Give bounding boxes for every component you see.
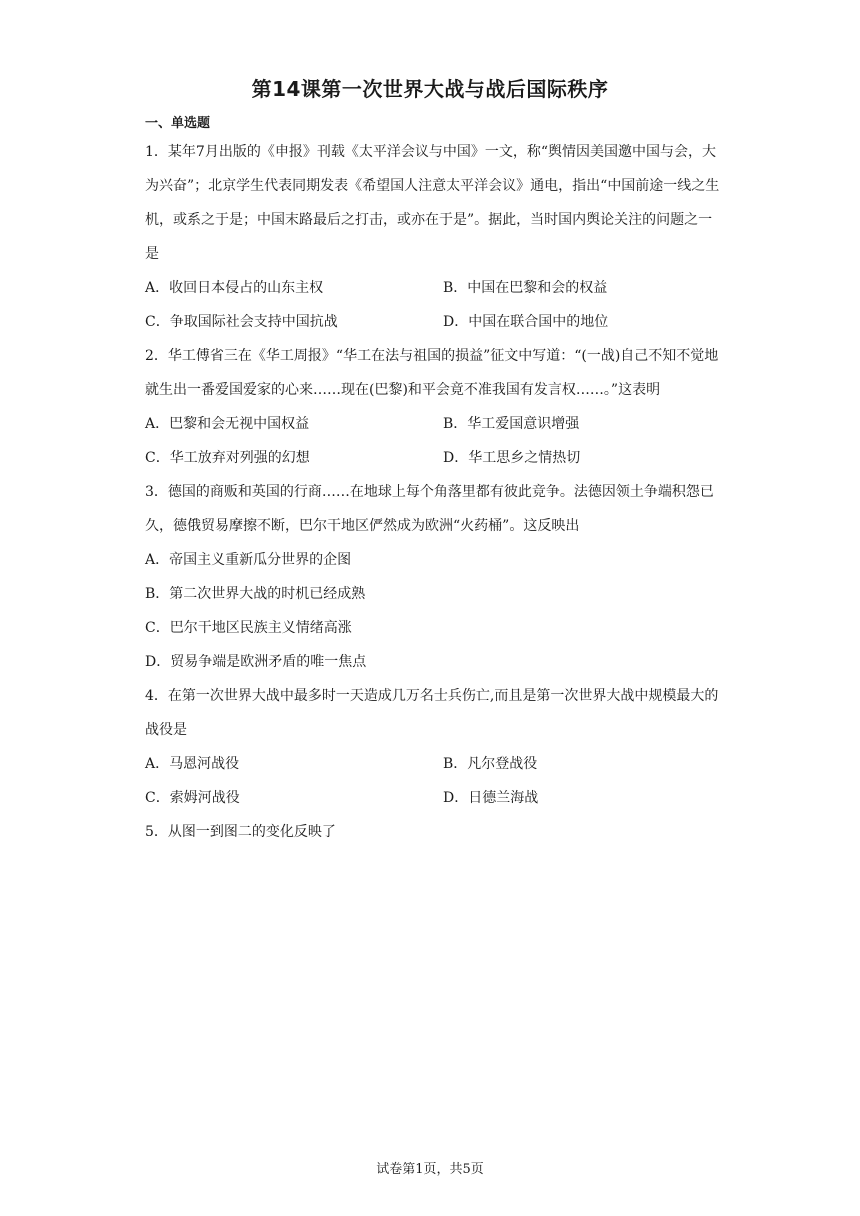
question-stem: 4．在第一次世界大战中最多时一天造成几万名士兵伤亡,而且是第一次世界大战中规模最大的战役是	[145, 688, 719, 738]
option-c: C．争取国际社会支持中国抗战	[145, 314, 338, 330]
option-b: B．中国在巴黎和会的权益	[443, 280, 608, 296]
option-group	[145, 747, 720, 815]
option-group	[145, 271, 720, 339]
question-stem: 1．某年7月出版的《申报》刊载《太平洋会议与中国》一文，称“舆情因美国邀中国与会，大为兴奋”；北京学生代表同期发表《希望国人注意太平洋会议》通电，指出“中国前途一线之生机，或系之于是；中国末路最后之打击，或亦在于是”。据此，当时国内舆论关注的问题之一是	[145, 144, 720, 262]
option-c: C．巴尔干地区民族主义情绪高涨	[145, 620, 352, 636]
option-b: B．华工爱国意识增强	[443, 416, 580, 432]
page-title: 第14课第一次世界大战与战后国际秩序	[251, 77, 609, 101]
question-stem: 3．德国的商贩和英国的行商……在地球上每个角落里都有彼此竞争。法德因领土争端积怨已久，德俄贸易摩擦不断，巴尔干地区俨然成为欧洲“火药桶”。这反映出	[145, 484, 714, 534]
option-c: C．索姆河战役	[145, 790, 240, 806]
option-a: A．收回日本侵占的山东主权	[145, 280, 324, 296]
option-group	[145, 407, 720, 475]
option-a: A．帝国主义重新瓜分世界的企图	[145, 552, 352, 568]
option-d: D．贸易争端是欧洲矛盾的唯一焦点	[145, 654, 367, 670]
option-d: D．日德兰海战	[443, 790, 539, 806]
question-stem: 5．从图一到图二的变化反映了	[145, 824, 336, 840]
option-a: A．巴黎和会无视中国权益	[145, 416, 310, 432]
option-d: D．华工思乡之情热切	[443, 450, 581, 466]
option-c: C．华工放弃对列强的幻想	[145, 450, 310, 466]
question-list	[145, 135, 720, 849]
question-stem: 2．华工傅省三在《华工周报》“华工在法与祖国的损益”征文中写道：“(一战)自己不知不觉地就生出一番爱国爱家的心来……现在(巴黎)和平会竟不准我国有发言权……。”这表明	[145, 348, 719, 398]
option-b: B．凡尔登战役	[443, 756, 538, 772]
question-3	[145, 475, 720, 679]
question-1	[145, 135, 720, 339]
page-footer: 试卷第1页，共5页	[376, 1162, 484, 1177]
question-2	[145, 339, 720, 475]
option-b: B．第二次世界大战的时机已经成熟	[145, 586, 366, 602]
question-4	[145, 679, 720, 815]
option-group	[145, 543, 720, 679]
option-d: D．中国在联合国中的地位	[443, 314, 609, 330]
option-a: A．马恩河战役	[145, 756, 240, 772]
section-heading: 一、单选题	[145, 116, 211, 131]
question-5	[145, 815, 720, 849]
